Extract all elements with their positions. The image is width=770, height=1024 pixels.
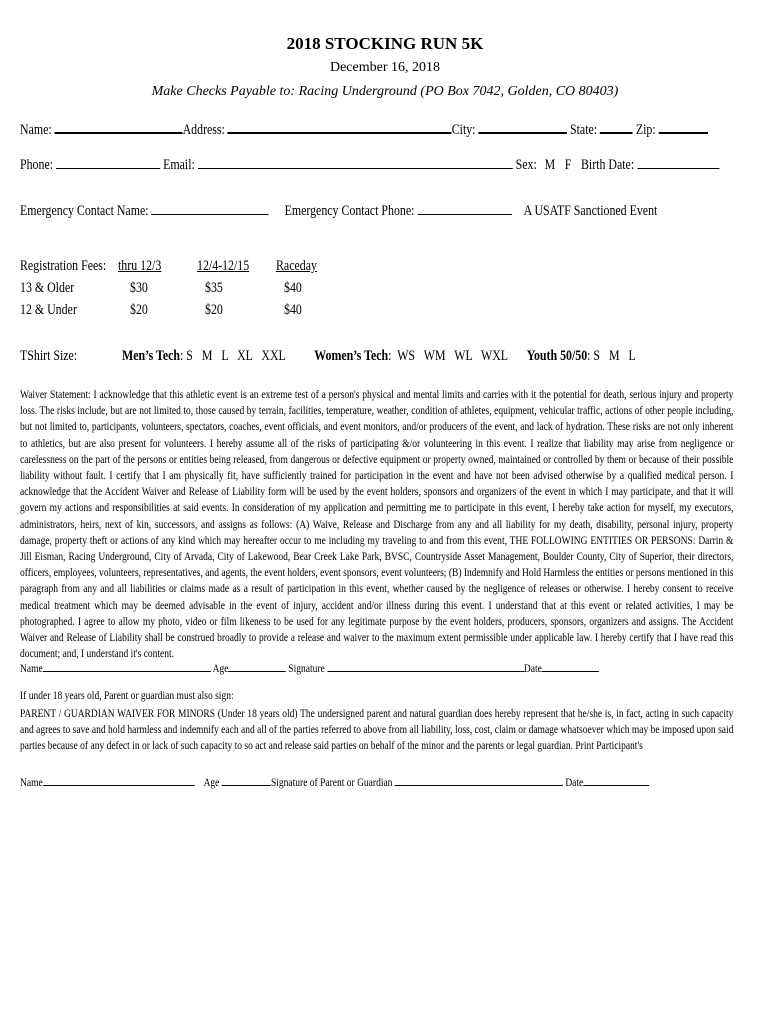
guardian-age-field[interactable]	[222, 775, 271, 786]
sig-age-label: Age	[212, 662, 229, 675]
waiver-statement: Waiver Statement: I acknowledge that this athletic event is an extreme test of a person's physical and mental limits and carries with it the potential for death, serious injury and property loss. The risks include, but are not limited to, those caused by terrain, facilities, temperature, weather, condition of athletes, equipment, vehicular traffic, actions of other people including, but not limited to, participants, volunteers, spectators, coaches, event officials, and event monitors, and/or producers of the event, and lack of hydration. These risks are not only inherent to athletics, but are also present for volunteers. I hereby assume all of the risks of participating &/or volunteering in this event. I realize that liability may arise from negligence or carelessness on the part of the persons or entities being released, from dangerous or defective equipment or property owned, maintained or controlled by them or because of their possible liability without fault. I certify that I am physically fit, have sufficiently trained for participation in the event and have not been advised otherwise by a qualified medical person. I acknowledge that the Accident Waiver and Release of Liability form will be used by the event holders, sponsors and organizers of the event in which I may participate, and that it will govern my actions and responsibilities at said events. In consideration of my application and permitting me to participate in this event, I hereby take action for myself, my executors, administrators, heirs, next of kin, successors, and assigns as follows: (A) Waive, Release and Discharge from any and all liability for my death, disability, personal injury, property damage, property theft or actions of any kind which may hereafter occur to me including my traveling to and from this event, THE FOLLOWING ENTITIES OR PERSONS: Darrin & Jill Eisman, Racing Underground, City of Arvada, City of Lakewood, Bear Creek Lake Park, BVSC, Countryside Asset Management, Boulder County, City of Superior, their directors, officers, employees, volunteers, representatives, and agents, the event holders, event sponsors, event volunteers; (B) Indemnify and Hold Harmless the entities or persons mentioned in this paragraph from any and all liabilities or claims made as a result of participation in this event, whether caused by the negligence of releases or otherwise. I hereby consent to receive medical treatment which may be deemed advisable in the event of injury, accident and/or illness during this event. I understand that at this event or related activities, I may be photographed. I agree to allow my photo, video or film likeness to be used for any legitimate purpose by the event holders, producers, sponsors, organizers and assigns. The Accident Waiver and Release of Liability shall be construed broadly to provide a release and waiver to the maximum extent permissible under applicable law. I hereby certify that I have read this document; and, I understand it's content.	[20, 388, 734, 661]
guardian-signature-field[interactable]	[395, 775, 563, 786]
phone-label: Phone:	[20, 157, 54, 173]
fees-cell: $20	[205, 302, 223, 318]
parent-guardian-waiver: PARENT / GUARDIAN WAIVER FOR MINORS (Under 18 years old) The undersigned parent and natural guardian does hereby represent that he/she is, in fact, acting in such capacity and agrees to save and hold harmless and indemnify each and all of the parties referred to above from all liability, loss, cost, claim or damage whatsoever which may be imposed upon said parties because of any defect in or lack of such capacity to so act and release said parties on behalf of the minor and the parents or legal guardian. Print Participant's	[20, 707, 734, 753]
event-date: December 16, 2018	[329, 60, 441, 75]
fees-col-header: Raceday	[276, 258, 317, 274]
sig-signature-field[interactable]	[327, 661, 524, 672]
name-row	[20, 119, 708, 139]
emergency-row	[20, 201, 657, 220]
city-label: City:	[451, 122, 476, 138]
minor-intro: If under 18 years old, Parent or guardian must also sign:	[20, 689, 234, 702]
zip-label: Zip:	[635, 122, 656, 138]
guardian-date-label: Date	[565, 776, 584, 789]
address-label: Address:	[182, 122, 225, 138]
sig-age-field[interactable]	[229, 661, 286, 672]
name-label: Name:	[20, 122, 52, 138]
guardian-signature-row	[20, 775, 649, 789]
mens-tech-sizes[interactable]: : S M L XL XXL	[180, 348, 286, 364]
fees-col-header: 12/4-12/15	[197, 258, 250, 274]
sig-signature-label: Signature	[288, 662, 325, 675]
fees-col-header: thru 12/3	[118, 258, 162, 274]
fees-cell: $35	[205, 280, 223, 296]
fees-cell: $40	[284, 302, 302, 318]
email-label: Email:	[163, 157, 195, 173]
youth-label: Youth 50/50	[526, 348, 588, 364]
phone-row	[20, 155, 719, 174]
emergency-name-label: Emergency Contact Name:	[20, 203, 149, 219]
guardian-name-label: Name	[20, 776, 43, 789]
guardian-age-label: Age	[203, 776, 220, 789]
womens-tech-sizes[interactable]: : WS WM WL WXL	[388, 348, 508, 364]
sig-date-field[interactable]	[542, 661, 599, 672]
guardian-name-field[interactable]	[43, 775, 195, 786]
fees-row-age: 12 & Under	[20, 302, 77, 318]
fees-cell: $40	[284, 280, 302, 296]
emergency-name-field[interactable]	[152, 201, 269, 215]
womens-tech-label: Women’s Tech	[314, 348, 389, 364]
youth-sizes[interactable]: : S M L	[587, 348, 636, 364]
name-field[interactable]	[55, 119, 183, 134]
sex-option-m[interactable]: M	[544, 157, 556, 173]
checks-payable-note: Make Checks Payable to: Racing Underground (PO Box 7042, Golden, CO 80403)	[151, 84, 619, 99]
mens-tech-label: Men’s Tech	[122, 348, 181, 364]
birth-date-label: Birth Date:	[580, 157, 635, 173]
usatf-sanctioned-note: A USATF Sanctioned Event	[523, 203, 658, 219]
fees-cell: $20	[130, 302, 148, 318]
phone-field[interactable]	[56, 155, 160, 169]
fees-label: Registration Fees:	[20, 258, 107, 274]
tshirt-size-row	[122, 348, 636, 365]
email-field[interactable]	[198, 155, 513, 169]
state-label: State:	[570, 122, 598, 138]
sig-date-label: Date	[523, 662, 542, 675]
fees-row-age: 13 & Older	[20, 280, 75, 296]
address-field[interactable]	[228, 119, 452, 134]
sex-label: Sex:	[515, 157, 537, 173]
emergency-phone-field[interactable]	[417, 201, 511, 215]
guardian-date-field[interactable]	[583, 775, 649, 786]
state-field[interactable]	[600, 119, 633, 134]
city-field[interactable]	[478, 119, 567, 134]
sex-option-f[interactable]: F	[564, 157, 572, 173]
sig-name-label: Name	[20, 662, 43, 675]
tshirt-size-label: TShirt Size:	[20, 348, 78, 364]
guardian-signature-label: Signature of Parent or Guardian	[270, 776, 393, 789]
signature-row	[20, 661, 599, 675]
sig-name-field[interactable]	[43, 661, 211, 672]
birth-date-field[interactable]	[637, 155, 719, 169]
zip-field[interactable]	[659, 119, 708, 134]
emergency-phone-label: Emergency Contact Phone:	[284, 203, 415, 219]
page-title: 2018 STOCKING RUN 5K	[286, 34, 484, 53]
fees-cell: $30	[130, 280, 148, 296]
